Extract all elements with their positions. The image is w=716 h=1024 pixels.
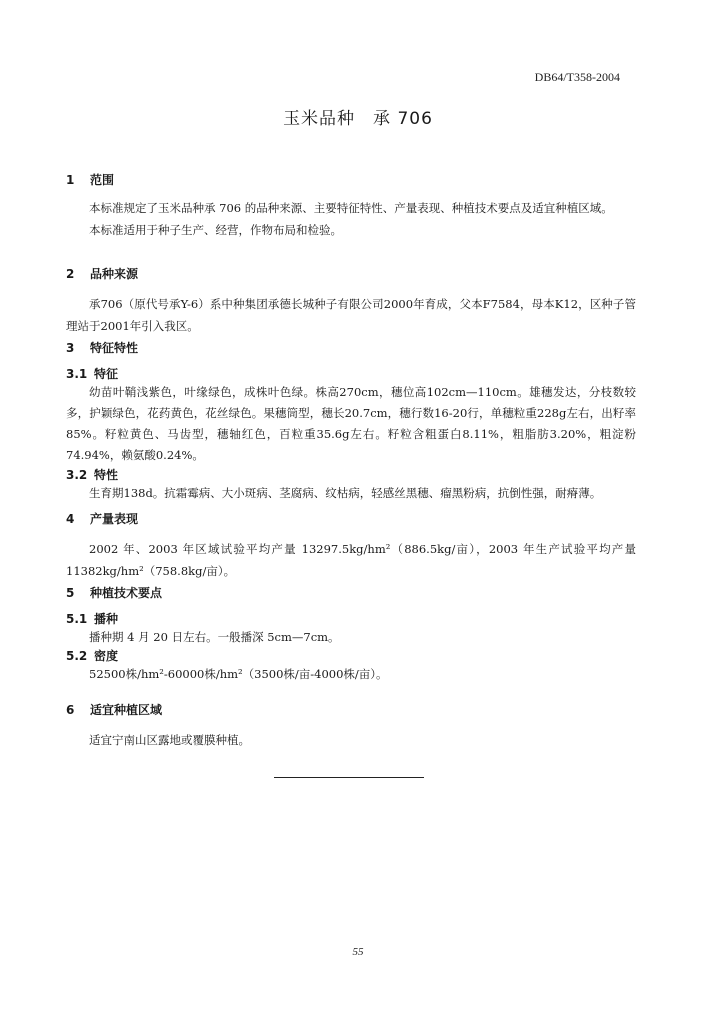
section-title: 种植技术要点 <box>90 586 163 600</box>
paragraph: 适宜宁南山区露地或覆膜种植。 <box>89 733 250 747</box>
paragraph: 2002 年、2003 年区域试验平均产量 13297.5kg/hm²（886.5kg/亩），2003 年生产试验平均产量11382kg/hm²（758.8kg/亩）。 <box>66 542 636 578</box>
section-number: 2 <box>66 267 75 281</box>
section-number: 6 <box>66 703 75 717</box>
paragraph: 承706（原代号承Y-6）系中种集团承德长城种子有限公司2000年育成，父本F7584，母本K12，区种子管理站于2001年引入我区。 <box>66 297 636 333</box>
standard-code: DB64/T358-2004 <box>534 70 620 84</box>
subsection-heading <box>66 467 636 483</box>
section-heading <box>66 340 636 356</box>
subsection-title: 播种 <box>94 612 119 626</box>
section-heading <box>66 585 636 601</box>
section-number: 3 <box>66 341 75 355</box>
subsection-heading <box>66 648 636 664</box>
section-characteristics <box>66 340 636 504</box>
section-heading <box>66 266 636 282</box>
section-number: 1 <box>66 173 75 187</box>
section-planting-techniques <box>66 585 636 685</box>
end-rule <box>274 777 424 778</box>
section-number: 4 <box>66 512 75 526</box>
section-heading <box>66 511 636 527</box>
page-title: 玉米品种 承 706 <box>283 109 433 129</box>
section-suitable-area <box>66 702 636 751</box>
section-title: 范围 <box>90 173 115 187</box>
section-yield <box>66 511 636 582</box>
section-title: 特征特性 <box>90 341 139 355</box>
subsection-title: 特性 <box>94 468 119 482</box>
subsection-title: 密度 <box>94 649 119 663</box>
section-number: 5 <box>66 586 75 600</box>
section-title: 适宜种植区域 <box>90 703 163 717</box>
section-heading <box>66 172 636 188</box>
paragraph: 本标准规定了玉米品种承 706 的品种来源、主要特征特性、产量表现、种植技术要点及适宜种植区域。 <box>89 201 613 215</box>
subsection-number: 3.2 <box>66 468 88 482</box>
paragraph: 本标准适用于种子生产、经营，作物布局和检验。 <box>89 223 342 237</box>
subsection-number: 5.1 <box>66 612 88 626</box>
section-variety-origin <box>66 266 636 337</box>
paragraph: 幼苗叶鞘浅紫色，叶缘绿色，成株叶色绿。株高270cm，穗位高102cm—110cm。雄穗发达，分枝数较多，护颖绿色，花药黄色，花丝绿色。果穗筒型，穗长20.7cm，穗行数16-20行，单穗粒重228g左右，出籽率85%。籽粒黄色、马齿型，穗轴红色，百粒重35.6g左右。籽粒含粗蛋白8.11%，粗脂肪3.20%，粗淀粉74.94%，赖氨酸0.24%。 <box>66 385 636 462</box>
subsection-number: 5.2 <box>66 649 88 663</box>
section-heading <box>66 702 636 718</box>
section-title: 产量表现 <box>90 512 139 526</box>
section-scope <box>66 172 636 241</box>
paragraph: 52500株/hm²-60000株/hm²（3500株/亩-4000株/亩）。 <box>89 667 388 681</box>
section-title: 品种来源 <box>90 267 139 281</box>
page-number: 55 <box>352 946 364 958</box>
subsection-heading <box>66 366 636 382</box>
paragraph: 播种期 4 月 20 日左右。一般播深 5cm—7cm。 <box>89 630 340 644</box>
subsection-heading <box>66 611 636 627</box>
subsection-title: 特征 <box>94 367 119 381</box>
subsection-number: 3.1 <box>66 367 88 381</box>
paragraph: 生育期138d。抗霜霉病、大小斑病、茎腐病、纹枯病，轻感丝黑穗、瘤黑粉病，抗倒性强，耐瘠薄。 <box>89 486 602 500</box>
